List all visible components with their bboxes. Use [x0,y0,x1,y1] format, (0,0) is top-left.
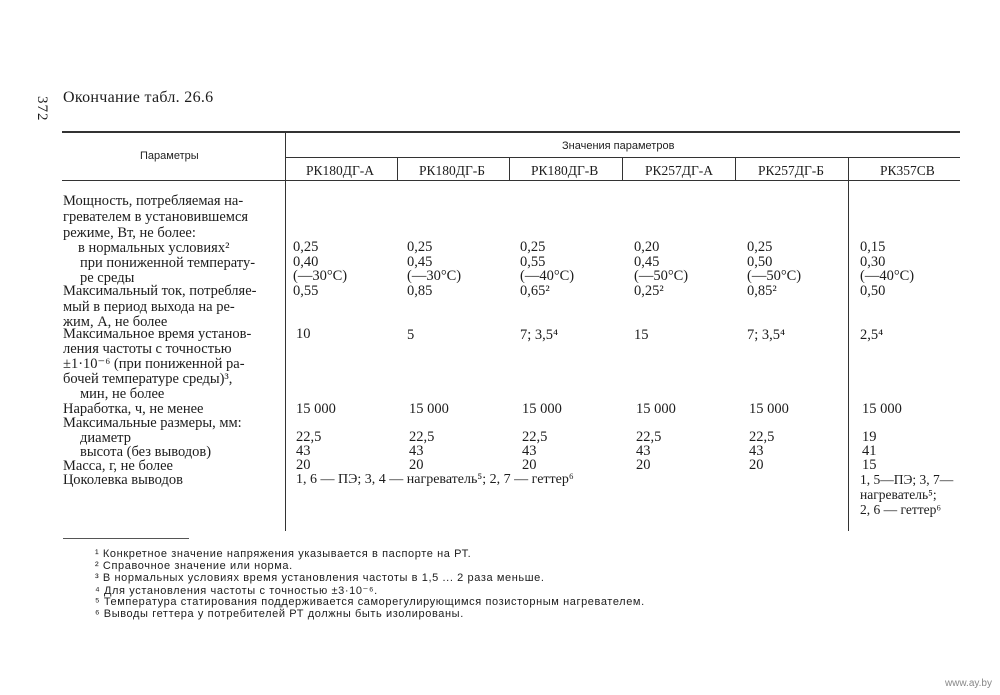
footnote: ¹ Конкретное значение напряжения указывается в паспорте на РТ. [95,548,472,560]
power-low-temp: (—30°С) [407,268,462,284]
pinout-last-line: нагреватель⁵; [860,487,937,502]
power-normal-value: 0,20 [634,239,660,255]
diameter-value: 22,5 [749,429,775,445]
footnote-separator [63,538,189,539]
power-normal-label: в нормальных условиях² [78,240,230,256]
power-low-value: 0,40 [293,254,319,270]
pinout-label: Цоколевка выводов [63,472,183,488]
column-divider [848,157,849,181]
dimensions-label: Максимальные размеры, мм: [63,415,242,431]
column-divider [622,157,623,181]
height-value: 43 [636,443,651,459]
settle-value: 2,5⁴ [860,327,884,343]
lifetime-value: 15 000 [636,401,676,417]
lifetime-value: 15 000 [862,401,902,417]
column-divider [735,157,736,181]
mass-value: 15 [862,457,877,473]
height-value: 43 [409,443,424,459]
column-header-rk180dg-v: РК180ДГ-В [531,163,599,178]
power-label-line: режиме, Вт, не более: [63,225,196,241]
footnote: ² Справочное значение или норма. [95,560,293,572]
power-low-label-line: при пониженной температу- [80,255,256,271]
power-low-label-line: ре среды [80,270,135,286]
column-divider [397,157,398,181]
power-low-temp: (—40°С) [860,268,915,284]
power-low-value: 0,50 [747,254,773,270]
mass-value: 20 [409,457,424,473]
diameter-value: 22,5 [409,429,435,445]
power-low-temp: (—30°С) [293,268,348,284]
settle-value: 7; 3,5⁴ [520,327,559,343]
lifetime-label: Наработка, ч, не менее [63,401,204,417]
mass-value: 20 [522,457,537,473]
page-number: 372 [34,96,50,122]
header-bottom-rule [62,180,960,181]
column-header-rk357sv: РК357СВ [880,163,935,178]
pinout-last-line: 1, 5—ПЭ; 3, 7— [860,472,954,487]
settle-label-line: ления частоты с точностью [63,341,232,357]
power-normal-value: 0,25 [520,239,546,255]
footnote: ⁴ Для установления частоты с точностью ±3·10⁻⁶. [95,585,378,597]
column-divider [509,157,510,181]
current-label-line: Максимальный ток, потребляе- [63,283,257,299]
mass-label: Масса, г, не более [63,458,173,474]
parameters-header: Параметры [140,150,199,162]
power-low-value: 0,45 [634,254,660,270]
current-value: 0,55 [293,283,319,299]
current-value: 0,25² [634,283,664,299]
height-value: 43 [522,443,537,459]
power-low-value: 0,30 [860,254,886,270]
height-value: 43 [749,443,764,459]
settle-label-line: бочей температуре среды)³, [63,371,233,387]
diameter-value: 22,5 [636,429,662,445]
current-label-line: мый в период выхода на ре- [63,299,235,315]
last-column-divider [848,181,849,531]
height-value: 43 [296,443,311,459]
settle-value: 7; 3,5⁴ [747,327,786,343]
height-value: 41 [862,443,877,459]
table-top-rule [62,131,960,133]
lifetime-value: 15 000 [296,401,336,417]
current-value: 0,65² [520,283,550,299]
pinout-last-line: 2, 6 — геттер⁶ [860,502,942,517]
height-label: высота (без выводов) [80,444,212,460]
watermark: www.ay.by [944,678,992,689]
mass-value: 20 [749,457,764,473]
lifetime-value: 15 000 [409,401,449,417]
power-normal-value: 0,25 [293,239,319,255]
column-header-rk257dg-a: РК257ДГ-А [645,163,714,178]
settle-label-line: Максимальное время установ- [63,326,252,342]
power-low-value: 0,45 [407,254,433,270]
current-value: 0,85² [747,283,777,299]
diameter-value: 22,5 [522,429,548,445]
settle-value: 10 [296,326,311,342]
footnote: ⁵ Температура статирования поддерживается саморегулирующимся позисторным нагревателем. [95,596,645,608]
power-label-line: гревателем в установившемся [63,209,249,225]
settle-label-line: ±1·10⁻⁶ (при пониженной ра- [63,356,245,372]
power-low-temp: (—50°С) [634,268,689,284]
mass-value: 20 [296,457,311,473]
settle-label-line: мин, не более [80,386,165,402]
pinout-common-value: 1, 6 — ПЭ; 3, 4 — нагреватель⁵; 2, 7 — геттер⁶ [296,472,574,487]
column-header-rk180dg-a: РК180ДГ-А [306,163,375,178]
column-header-rk257dg-b: РК257ДГ-Б [758,163,825,178]
column-header-rk180dg-b: РК180ДГ-Б [419,163,486,178]
settle-value: 15 [634,327,649,343]
lifetime-value: 15 000 [749,401,789,417]
table-caption: Окончание табл. 26.6 [63,89,214,106]
power-normal-value: 0,15 [860,239,886,255]
settle-value: 5 [407,327,415,343]
power-normal-value: 0,25 [407,239,433,255]
diameter-value: 22,5 [296,429,322,445]
diameter-label: диаметр [80,430,131,446]
current-value: 0,50 [860,283,886,299]
power-low-temp: (—50°С) [747,268,802,284]
current-label-line: жим, А, не более [63,314,168,330]
diameter-value: 19 [862,429,877,445]
lifetime-value: 15 000 [522,401,562,417]
power-low-temp: (—40°С) [520,268,575,284]
values-header: Значения параметров [562,140,675,152]
power-label-line: Мощность, потребляемая на- [63,193,244,209]
param-column-divider [285,131,286,531]
power-low-value: 0,55 [520,254,546,270]
power-normal-value: 0,25 [747,239,773,255]
current-value: 0,85 [407,283,433,299]
footnote: ³ В нормальных условиях время установления частоты в 1,5 ... 2 раза меньше. [95,572,545,584]
mass-value: 20 [636,457,651,473]
footnote: ⁶ Выводы геттера у потребителей РТ должны быть изолированы. [95,608,464,620]
